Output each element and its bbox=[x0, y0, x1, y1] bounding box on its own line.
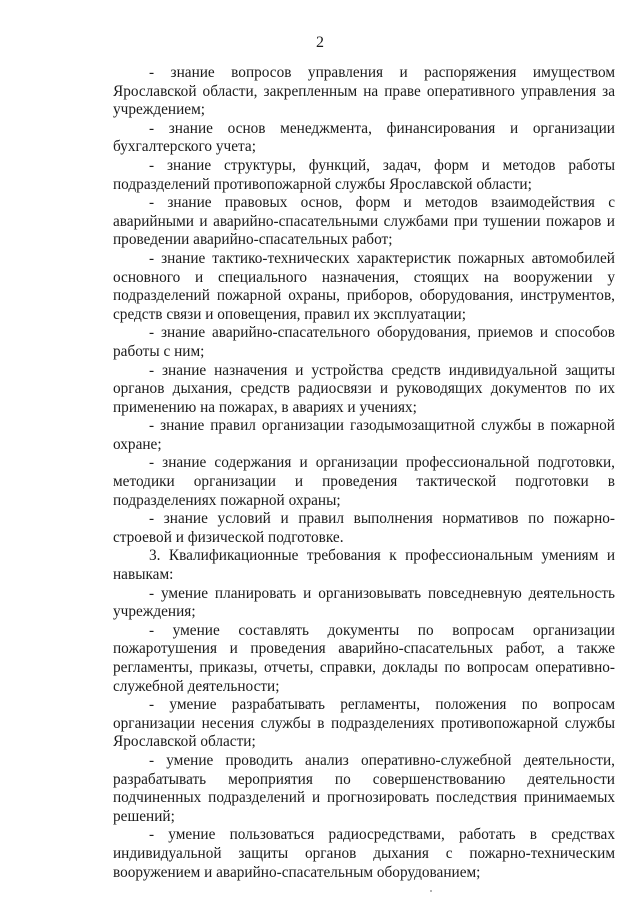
paragraph-skill-analysis: - умение проводить анализ оперативно-служебной деятельности, разрабатывать мероприятия по совершенствованию деятельности подчиненных подразделений и прогнозировать последствия принимаемых решений; bbox=[113, 751, 615, 825]
paragraph-knowledge-property: - знание вопросов управления и распоряжения имуществом Ярославской области, закрепленным на праве оперативного управления за учреждением; bbox=[113, 64, 615, 119]
paragraph-skill-radio: - умение пользоваться радиосредствами, работать в средствах индивидуальной защиты органов дыхания с пожарно-техническим вооружением и аварийно-спасательным оборудованием; bbox=[113, 826, 615, 881]
paragraph-knowledge-legal: - знание правовых основ, форм и методов взаимодействия с аварийными и аварийно-спасательными службами при тушении пожаров и проведении аварийно-спасательных работ; bbox=[113, 194, 615, 249]
paragraph-knowledge-respiratory: - знание назначения и устройства средств индивидуальной защиты органов дыхания, средств радиосвязи и руководящих документов по их применению на пожарах, в авариях и учениях; bbox=[113, 361, 615, 416]
paragraph-knowledge-gas-smoke: - знание правил организации газодымозащитной службы в пожарной охране; bbox=[113, 417, 615, 453]
paragraph-knowledge-rescue-equipment: - знание аварийно-спасательного оборудования, приемов и способов работы с ним; bbox=[113, 324, 615, 360]
paragraph-knowledge-structure: - знание структуры, функций, задач, форм и методов работы подразделений противопожарной службы Ярославской области; bbox=[113, 156, 615, 193]
paragraph-knowledge-vehicles: - знание тактико-технических характеристик пожарных автомобилей основного и специального назначения, стоящих на вооружении у подразделений пожарной охраны, приборов, оборудования, инструментов, средств связи и оповещения, правил их эксплуатации; bbox=[113, 249, 615, 323]
section-heading-skills: 3. Квалификационные требования к профессиональным умениям и навыкам: bbox=[113, 547, 615, 584]
document-body bbox=[113, 64, 615, 882]
paragraph-skill-regulations: - умение разрабатывать регламенты, положения по вопросам организации несения службы в подразделениях противопожарной службы Ярославской области; bbox=[113, 696, 615, 751]
paragraph-knowledge-standards: - знание условий и правил выполнения нормативов по пожарно-строевой и физической подготовке. bbox=[113, 510, 615, 546]
paragraph-skill-documents: - умение составлять документы по вопросам организации пожаротушения и проведения аварийно-спасательных работ, а также регламенты, приказы, отчеты, справки, доклады по вопросам оперативно-служебной деятельности; bbox=[113, 621, 615, 695]
paragraph-knowledge-training: - знание содержания и организации профессиональной подготовки, методики организации и проведения тактической подготовки в подразделениях пожарной охраны; bbox=[113, 454, 615, 509]
paragraph-skill-planning: - умение планировать и организовывать повседневную деятельность учреждения; bbox=[113, 584, 615, 621]
paragraph-knowledge-management: - знание основ менеджмента, финансирования и организации бухгалтерского учета; bbox=[113, 119, 615, 156]
page-number: 2 bbox=[316, 34, 324, 51]
scan-speck bbox=[430, 890, 432, 892]
